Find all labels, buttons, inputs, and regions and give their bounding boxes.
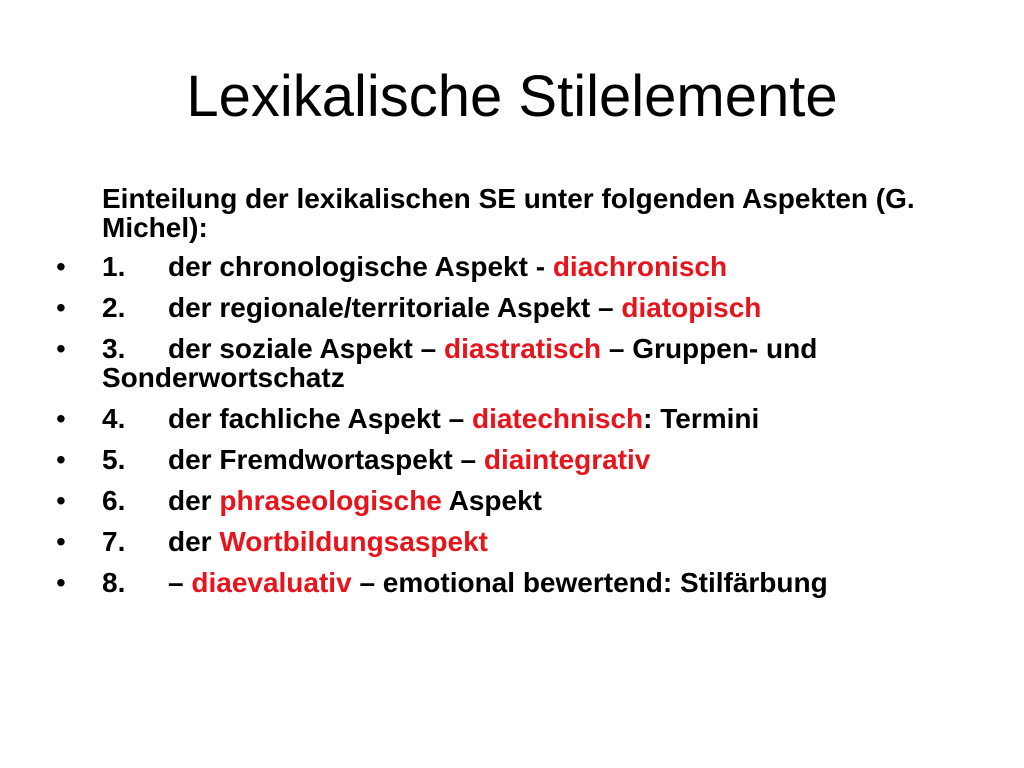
item-number: 6.: [102, 485, 126, 516]
item-number: 1.: [102, 251, 126, 282]
item-term: diatopisch: [621, 292, 762, 323]
bullet-icon: •: [56, 526, 66, 557]
bullet-icon: •: [56, 403, 66, 434]
slide-title: Lexikalische Stilelemente: [186, 64, 838, 129]
list-item: [56, 486, 986, 515]
item-text-suffix: – emotional bewertend: Stilfärbung: [351, 567, 828, 598]
item-term: diastratisch: [443, 333, 602, 364]
item-term: diatechnisch: [471, 403, 644, 434]
item-text: –: [168, 567, 192, 598]
bullet-icon: •: [56, 292, 66, 323]
item-text-suffix: : Termini: [643, 403, 760, 434]
item-number: 5.: [102, 444, 126, 475]
item-term: diaevaluativ: [191, 567, 352, 598]
bullet-icon: •: [56, 444, 66, 475]
item-number: 7.: [102, 526, 126, 557]
item-term: diachronisch: [552, 251, 728, 282]
item-text: der soziale Aspekt –: [168, 333, 444, 364]
bullet-icon: •: [56, 485, 66, 516]
item-text: der fachliche Aspekt –: [168, 403, 472, 434]
item-number: 8.: [102, 567, 126, 598]
item-number: 4.: [102, 403, 126, 434]
list-item: [56, 527, 986, 556]
list-item: [56, 404, 986, 433]
item-number: 2.: [102, 292, 126, 323]
list-item: [56, 334, 986, 392]
item-term: Wortbildungsaspekt: [219, 526, 488, 557]
item-term: phraseologische: [219, 485, 442, 516]
list-item: [56, 445, 986, 474]
bullet-icon: •: [56, 251, 66, 282]
item-text: der: [168, 526, 220, 557]
aspect-list: [56, 252, 986, 597]
item-text: der Fremdwortaspekt –: [168, 444, 484, 475]
item-term: diaintegrativ: [483, 444, 651, 475]
item-text: der chronologische Aspekt -: [168, 251, 553, 282]
item-text-suffix: Aspekt: [441, 485, 542, 516]
item-text: der regionale/territoriale Aspekt –: [168, 292, 622, 323]
list-item: [56, 568, 986, 597]
bullet-icon: •: [56, 567, 66, 598]
intro-text: Einteilung der lexikalischen SE unter folgenden Aspekten (G. Michel):: [102, 183, 915, 243]
list-item: [56, 252, 986, 281]
slide-content: [56, 184, 986, 609]
item-text-suffix: – Gruppen- und Sonderwortschatz: [102, 333, 818, 393]
bullet-icon: •: [56, 333, 66, 364]
item-text: der: [168, 485, 220, 516]
item-number: 3.: [102, 333, 126, 364]
list-item: [56, 293, 986, 322]
